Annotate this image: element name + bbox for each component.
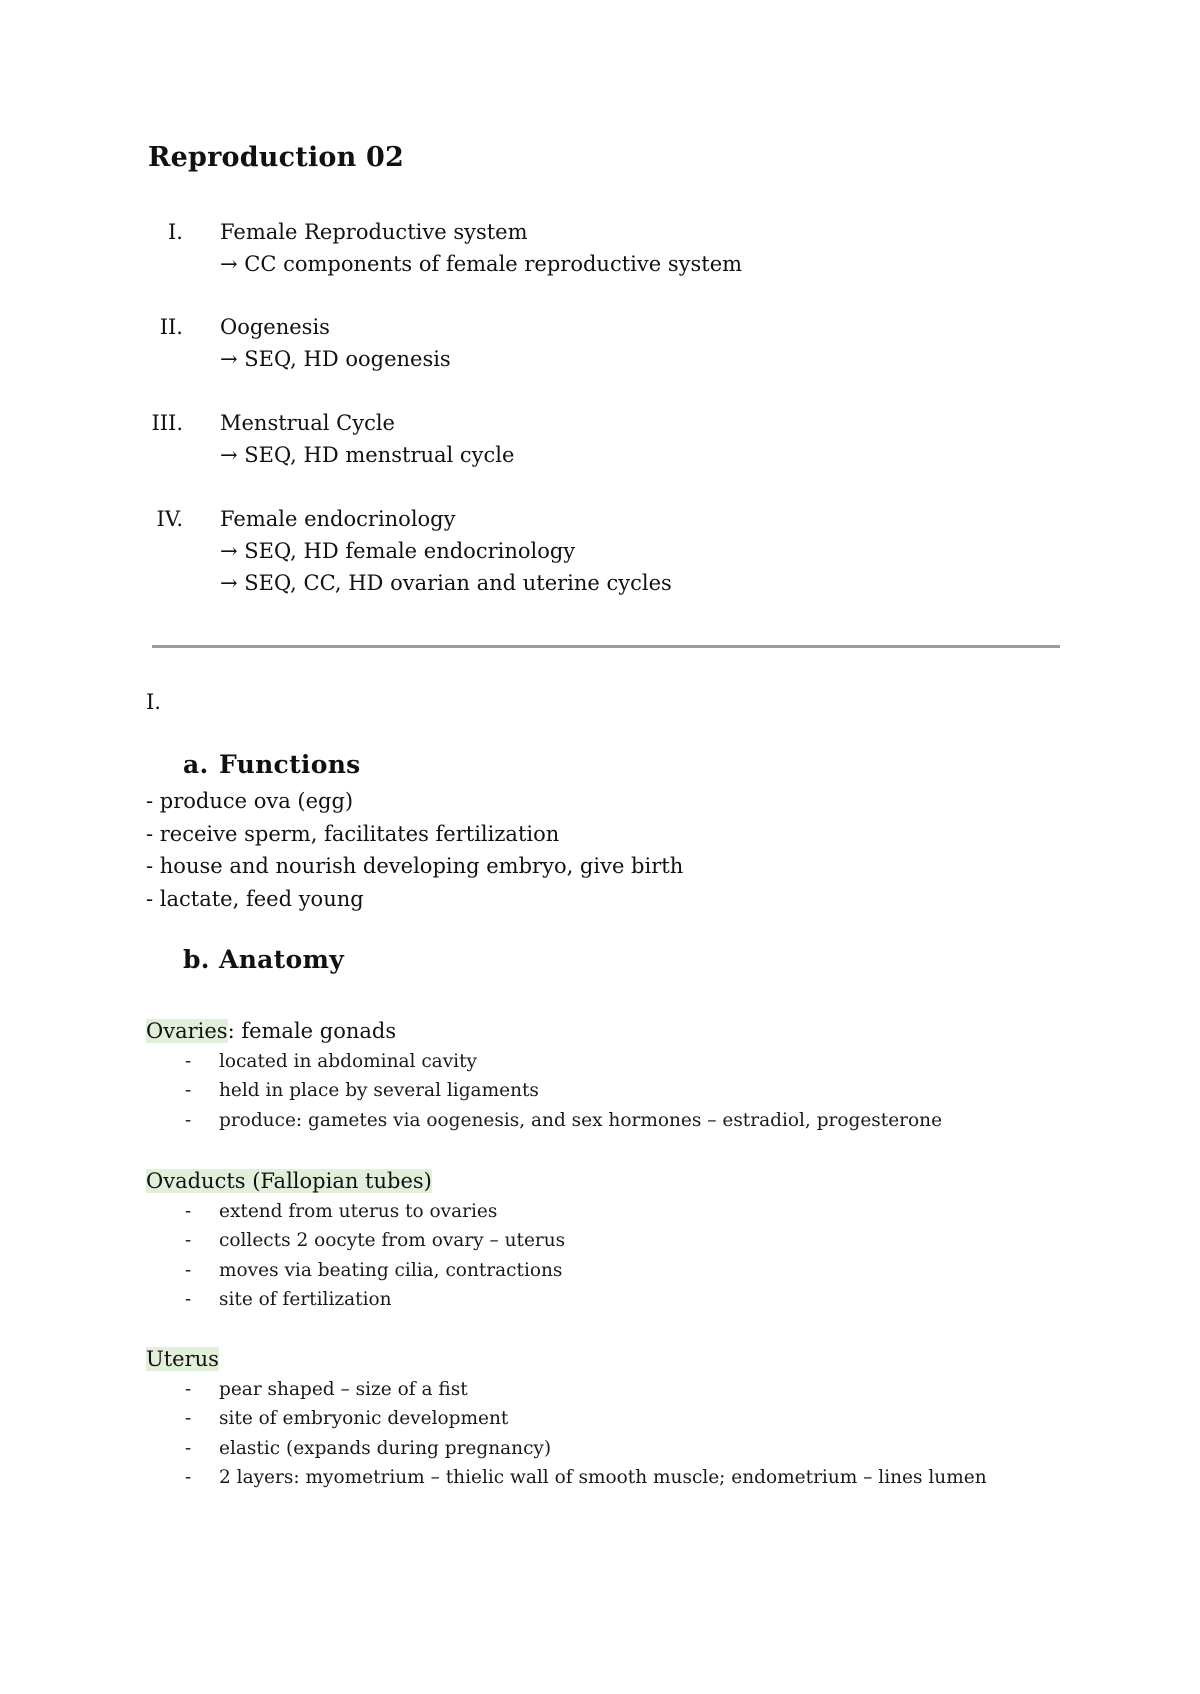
subsection-title: Anatomy xyxy=(219,945,345,974)
bullet-text: site of fertilization xyxy=(219,1288,392,1310)
page-title: Reproduction 02 xyxy=(148,142,405,173)
topic-name: Uterus xyxy=(146,1347,219,1371)
section-number: I. xyxy=(146,690,161,714)
topic-name: Ovaducts (Fallopian tubes) xyxy=(146,1169,432,1193)
functions-list xyxy=(146,785,683,915)
topic-ovaducts xyxy=(146,1166,432,1196)
topic-name: Ovaries xyxy=(146,1019,228,1043)
outline-body xyxy=(220,216,742,280)
outline-subitem: → SEQ, HD oogenesis xyxy=(220,347,451,371)
outline-heading: Female endocrinology xyxy=(220,507,456,531)
outline-subitem: → CC components of female reproductive system xyxy=(220,252,743,276)
bullet-text: 2 layers: myometrium – thielic wall of smooth muscle; endometrium – lines lumen xyxy=(219,1466,987,1488)
list-item: - produce ova (egg) xyxy=(146,789,354,813)
bullet-text: held in place by several ligaments xyxy=(219,1080,539,1102)
outline-body xyxy=(220,503,672,599)
topic-ovaries xyxy=(146,1016,396,1046)
horizontal-divider xyxy=(152,645,1060,648)
outline-subitem: → SEQ, CC, HD ovarian and uterine cycles xyxy=(220,571,672,595)
outline-heading: Oogenesis xyxy=(220,315,330,339)
bullet-text: pear shaped – size of a fist xyxy=(219,1379,468,1400)
dash-icon: - xyxy=(185,1051,192,1072)
bullet-text: extend from uterus to ovaries xyxy=(219,1201,498,1222)
subsection-title: Functions xyxy=(219,750,361,779)
subsection-letter: b. xyxy=(183,945,210,974)
bullet-text: elastic (expands during pregnancy) xyxy=(219,1437,552,1459)
bullet-text: site of embryonic development xyxy=(219,1408,509,1430)
dash-icon: - xyxy=(185,1080,192,1102)
bullet-text: collects 2 oocyte from ovary – uterus xyxy=(219,1230,566,1252)
topic-suffix: : female gonads xyxy=(227,1019,397,1043)
dash-icon: - xyxy=(185,1201,192,1222)
dash-icon: - xyxy=(185,1230,192,1252)
bullet-text: produce: gametes via oogenesis, and sex hormones – estradiol, progesterone xyxy=(219,1109,943,1131)
outline-number: II. xyxy=(159,315,183,339)
outline-subitem: → SEQ, HD female endocrinology xyxy=(220,539,576,563)
list-item: - house and nourish developing embryo, give birth xyxy=(146,854,684,878)
dash-icon: - xyxy=(185,1288,192,1310)
bullet-text: located in abdominal cavity xyxy=(219,1051,477,1072)
outline-number: IV. xyxy=(156,507,183,531)
list-item: - receive sperm, facilitates fertilization xyxy=(146,821,560,846)
dash-icon: - xyxy=(185,1259,192,1281)
dash-icon: - xyxy=(185,1408,192,1430)
dash-icon: - xyxy=(185,1437,192,1459)
outline-body xyxy=(220,311,451,375)
dash-icon: - xyxy=(185,1109,192,1131)
dash-icon: - xyxy=(185,1466,192,1488)
outline-body xyxy=(220,407,514,471)
dash-icon: - xyxy=(185,1379,192,1400)
subsection-letter: a. xyxy=(183,750,209,779)
outline-subitem: → SEQ, HD menstrual cycle xyxy=(220,443,515,467)
outline-heading: Menstrual Cycle xyxy=(220,411,395,435)
outline-number: I. xyxy=(168,220,183,244)
outline-heading: Female Reproductive system xyxy=(220,220,528,244)
topic-uterus xyxy=(146,1344,219,1374)
subsection-heading-anatomy xyxy=(183,945,344,974)
list-item: - lactate, feed young xyxy=(146,886,364,911)
subsection-heading-functions xyxy=(183,750,361,779)
bullet-text: moves via beating cilia, contractions xyxy=(219,1259,563,1281)
outline-number: III. xyxy=(151,411,183,435)
